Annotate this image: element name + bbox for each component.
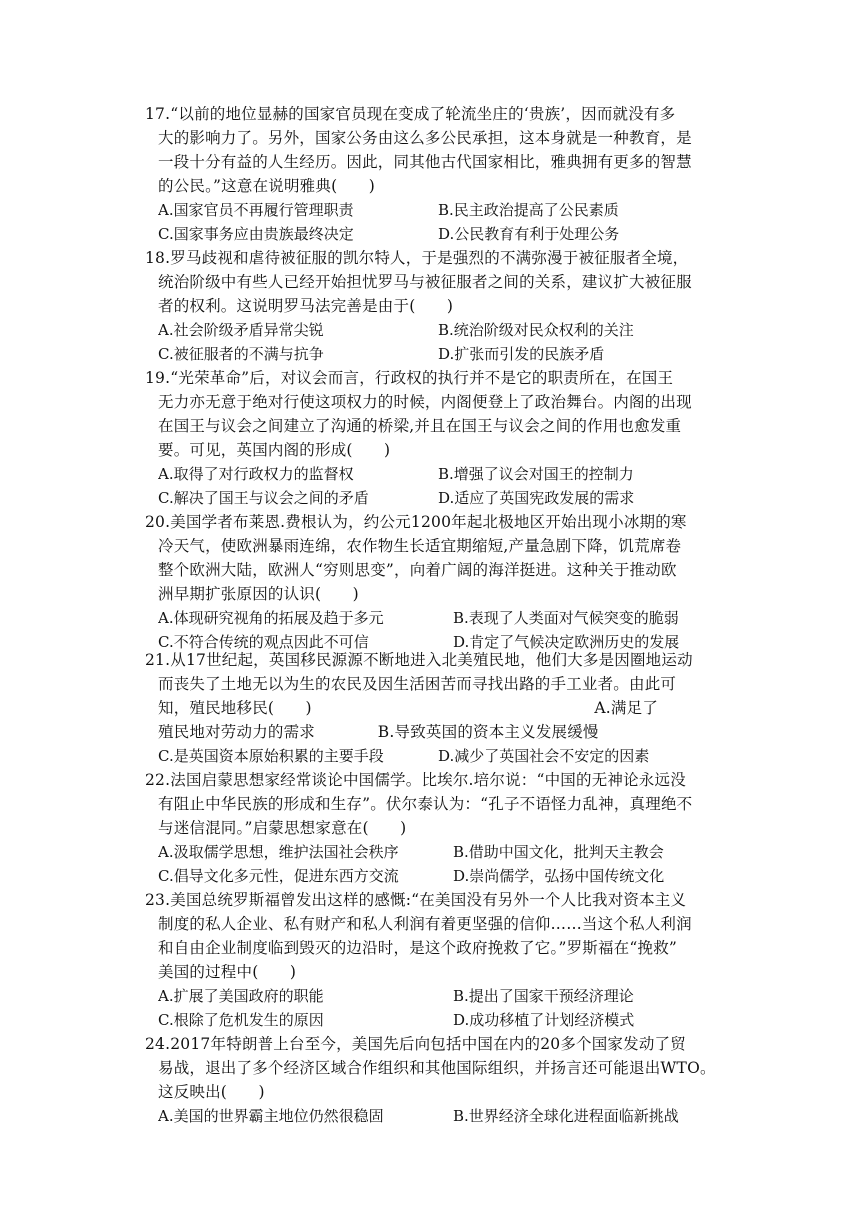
option-c[interactable]: C.被征服者的不满与抗争 (158, 345, 324, 363)
stem-line: 殖民地对劳动力的需求 B.导致英国的资本主义发展缓慢 (158, 723, 599, 741)
question-21 (145, 648, 735, 768)
option-d[interactable]: D.公民教育有利于处理公务 (438, 225, 620, 243)
option-a[interactable]: A.取得了对行政权力的监督权 (158, 465, 354, 483)
stem-line: 大的影响力了。另外，国家公务由这么多公民承担，这本身就是一种教育，是 (158, 129, 692, 147)
stem-line: 22.法国启蒙思想家经常谈论中国儒学。比埃尔.培尔说：“中国的无神论永远没 (145, 771, 686, 789)
question-24 (145, 1032, 735, 1128)
option-a[interactable]: A.体现研究视角的拓展及趋于多元 (158, 609, 384, 627)
question-stem (145, 102, 735, 198)
stem-line: 24.2017年特朗普上台至今，美国先后向包括中国在内的20多个国家发动了贸 (145, 1035, 686, 1053)
question-stem (145, 366, 735, 462)
option-a[interactable]: A.美国的世界霸主地位仍然很稳固 (158, 1107, 384, 1125)
option-b[interactable]: B.民主政治提高了公民素质 (438, 201, 619, 219)
question-stem (145, 246, 735, 318)
option-a[interactable]: A.社会阶级矛盾异常尖锐 (158, 321, 324, 339)
options (145, 198, 735, 246)
option-c[interactable]: C.根除了危机发生的原因 (158, 1011, 324, 1029)
option-d[interactable]: D.扩张而引发的民族矛盾 (438, 345, 605, 363)
option-b[interactable]: B.增强了议会对国王的控制力 (438, 465, 634, 483)
question-22 (145, 768, 735, 888)
options (145, 984, 735, 1032)
question-stem (145, 888, 735, 984)
options (145, 744, 735, 768)
stem-line: 18.罗马歧视和虐待被征服的凯尔特人，于是强烈的不满弥漫于被征服者全境， (145, 249, 689, 267)
option-d[interactable]: D.成功移植了计划经济模式 (453, 1011, 635, 1029)
option-c[interactable]: C.不符合传统的观点因此不可信 (158, 633, 369, 651)
stem-line: 在国王与议会之间建立了沟通的桥梁,并且在国王与议会之间的作用也愈发重 (158, 417, 682, 435)
option-a[interactable]: A.汲取儒学思想，维护法国社会秩序 (158, 843, 399, 861)
stem-line: 整个欧洲大陆，欧洲人“穷则思变”，向着广阔的海洋挺进。这种关于推动欧 (158, 561, 677, 579)
option-c[interactable]: C.国家事务应由贵族最终决定 (158, 225, 354, 243)
stem-line: 和自由企业制度临到毁灭的边沿时，是这个政府挽救了它。”罗斯福在“挽救” (158, 939, 678, 957)
question-17 (145, 102, 735, 246)
options (145, 606, 735, 654)
stem-line: 20.美国学者布莱恩.费根认为，约公元1200年起北极地区开始出现小冰期的寒 (145, 513, 687, 531)
question-23 (145, 888, 735, 1032)
options (145, 1104, 735, 1128)
question-20 (145, 510, 735, 654)
question-stem (145, 768, 735, 840)
stem-line: 19.“光荣革命”后，对议会而言，行政权的执行并不是它的职责所在，在国王 (145, 369, 674, 387)
options (145, 318, 735, 366)
stem-line: 有阻止中华民族的形成和生存”。伏尔泰认为：“孔子不语怪力乱神，真理绝不 (158, 795, 693, 813)
options (145, 462, 735, 510)
stem-line: 21.从17世纪起，英国移民源源不断地进入北美殖民地，他们大多是因圈地运动 (145, 651, 693, 669)
option-b[interactable]: B.提出了国家干预经济理论 (453, 987, 634, 1005)
options (145, 840, 735, 888)
stem-line: 统治阶级中有些人已经开始担忧罗马与被征服者之间的关系，建议扩大被征服 (158, 273, 692, 291)
option-d[interactable]: D.崇尚儒学，弘扬中国传统文化 (453, 867, 665, 885)
question-stem (145, 1032, 735, 1104)
option-b[interactable]: B.统治阶级对民众权利的关注 (438, 321, 634, 339)
stem-line: 美国的过程中( ) (158, 963, 297, 981)
option-b[interactable]: B.世界经济全球化进程面临新挑战 (453, 1107, 679, 1125)
stem-line: 的公民。”这意在说明雅典( ) (158, 177, 375, 195)
option-a[interactable]: A.扩展了美国政府的职能 (158, 987, 324, 1005)
stem-line: 制度的私人企业、私有财产和私人利润有着更坚强的信仰……当这个私人利润 (158, 915, 692, 933)
option-d[interactable]: D.肯定了气候决定欧洲历史的发展 (453, 633, 680, 651)
stem-line: 洲早期扩张原因的认识( ) (158, 585, 359, 603)
option-d[interactable]: D.适应了英国宪政发展的需求 (438, 489, 635, 507)
stem-line: 冷天气，使欧洲暴雨连绵，农作物生长适宜期缩短,产量急剧下降，饥荒席卷 (158, 537, 682, 555)
question-stem (145, 648, 735, 744)
question-19 (145, 366, 735, 510)
stem-line: 23.美国总统罗斯福曾发出这样的感慨:“在美国没有另外一个人比我对资本主义 (145, 891, 687, 909)
stem-line: 与迷信混同。”启蒙思想家意在( ) (158, 819, 407, 837)
question-18 (145, 246, 735, 366)
stem-line: 者的权利。这说明罗马法完善是由于( ) (158, 297, 454, 315)
option-a[interactable]: A.国家官员不再履行管理职责 (158, 201, 354, 219)
option-b[interactable]: B.借助中国文化，批判天主教会 (453, 843, 664, 861)
stem-line: 而丧失了土地无以为生的农民及因生活困苦而寻找出路的手工业者。由此可 (158, 675, 677, 693)
option-d[interactable]: D.减少了英国社会不安定的因素 (438, 747, 650, 765)
stem-line: 知，殖民地移民( ) A.满足了 (158, 699, 659, 717)
stem-line: 17.“以前的地位显赫的国家官员现在变成了轮流坐庄的‘贵族’，因而就没有多 (145, 105, 676, 123)
question-stem (145, 510, 735, 606)
stem-line: 要。可见，英国内阁的形成( ) (158, 441, 391, 459)
option-c[interactable]: C.是英国资本原始积累的主要手段 (158, 747, 384, 765)
stem-line: 一段十分有益的人生经历。因此，同其他古代国家相比，雅典拥有更多的智慧 (158, 153, 692, 171)
stem-line: 这反映出( ) (158, 1083, 265, 1101)
option-c[interactable]: C.解决了国王与议会之间的矛盾 (158, 489, 369, 507)
option-b[interactable]: B.表现了人类面对气候突变的脆弱 (453, 609, 679, 627)
stem-line: 易战，退出了多个经济区域合作组织和其他国际组织，并扬言还可能退出WTO。 (158, 1059, 716, 1077)
option-c[interactable]: C.倡导文化多元性，促进东西方交流 (158, 867, 399, 885)
stem-line: 无力亦无意于绝对行使这项权力的时候，内阁便登上了政治舞台。内阁的出现 (158, 393, 692, 411)
